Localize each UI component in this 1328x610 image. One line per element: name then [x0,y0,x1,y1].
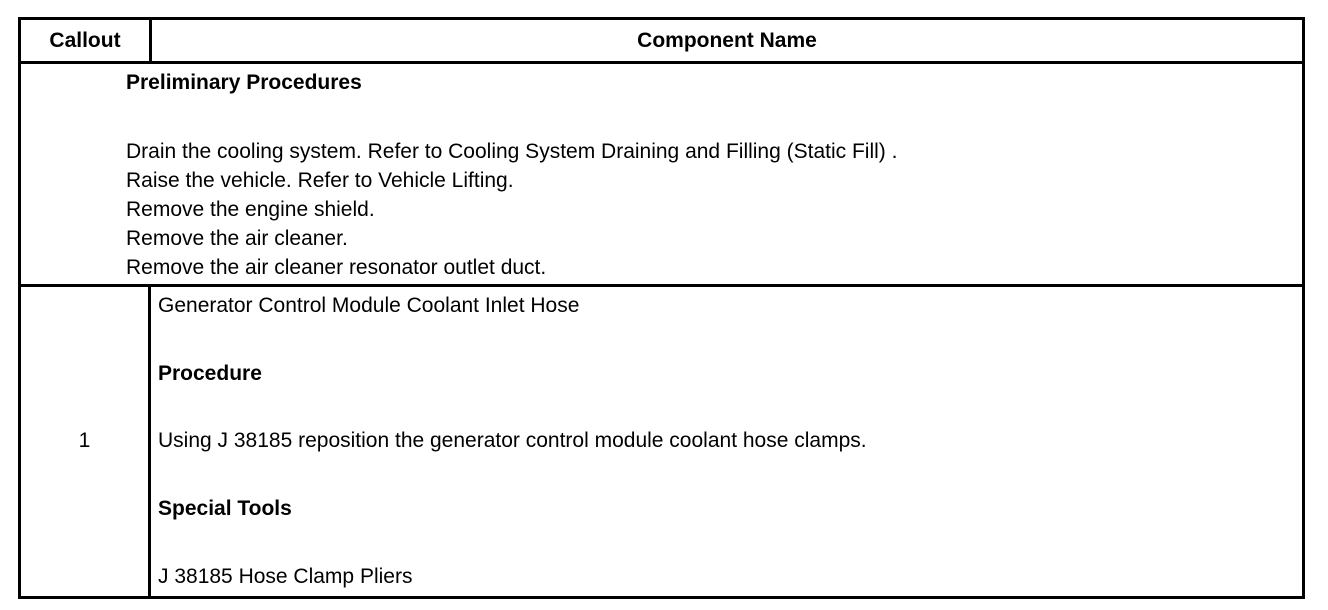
table-header-row [21,20,1302,64]
callout-cell [21,287,151,596]
callout-column-header: Callout [21,20,152,61]
component-cell [158,287,1302,596]
special-tools-heading: Special Tools [158,497,292,520]
preliminary-procedures-title: Preliminary Procedures [126,71,362,94]
procedure-table [18,17,1305,599]
preliminary-step: Raise the vehicle. Refer to Vehicle Lifting. [126,169,514,192]
preliminary-step: Remove the engine shield. [126,198,375,221]
preliminary-step: Remove the air cleaner. [126,227,348,250]
preliminary-steps-list [126,137,897,282]
component-name: Generator Control Module Coolant Inlet Hose [158,294,580,317]
procedure-text: Using J 38185 reposition the generator control module coolant hose clamps. [158,429,867,452]
preliminary-procedures-row [21,64,1302,287]
preliminary-step: Remove the air cleaner resonator outlet duct. [126,256,547,279]
procedure-heading: Procedure [158,362,262,385]
table-row [21,287,1302,596]
preliminary-step: Drain the cooling system. Refer to Cooling System Draining and Filling (Static Fill) . [126,140,898,163]
callout-number: 1 [78,429,91,452]
component-name-column-header: Component Name [637,29,817,52]
special-tools-text: J 38185 Hose Clamp Pliers [158,565,413,588]
